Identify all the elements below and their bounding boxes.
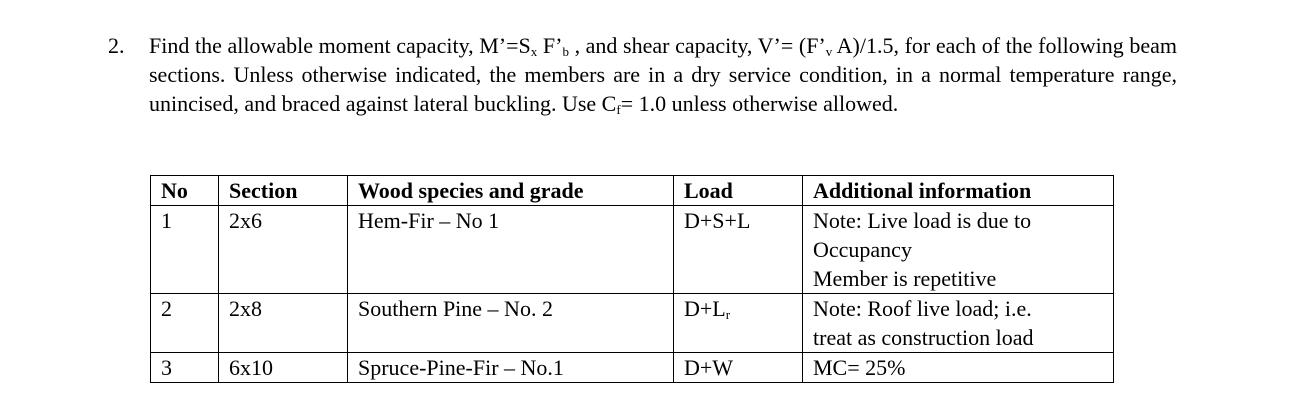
cell-load: [674, 294, 803, 353]
table-row: [151, 294, 1114, 353]
table-row: [151, 206, 1114, 294]
cell-species: Hem-Fir – No 1: [348, 206, 674, 294]
subscript-b: b: [562, 44, 569, 59]
info-line: Note: Live load is due to: [813, 208, 1032, 233]
info-line: Note: Roof live load; i.e.: [813, 296, 1032, 321]
problem-text-part-2: F’: [537, 33, 563, 58]
cell-info: [803, 353, 1114, 383]
problem-number: 2.: [108, 33, 125, 58]
load-subscript: r: [725, 307, 731, 322]
header-section: Section: [219, 176, 348, 206]
info-line: Member is repetitive: [813, 266, 997, 291]
subscript-v: v: [825, 44, 833, 59]
subscript-x: x: [530, 44, 538, 59]
cell-no: 1: [151, 206, 219, 294]
cell-section: 2x8: [219, 294, 348, 353]
cell-load: D+S+L: [674, 206, 803, 294]
problem-text-part-1: Find the allowable moment capacity, M’=S: [149, 33, 531, 58]
beam-sections-table: [150, 175, 1114, 383]
info-line: Occupancy: [813, 237, 912, 262]
cell-info: [803, 294, 1114, 353]
table-header-row: [151, 176, 1114, 206]
problem-text-part-4: A)/1.5, for each of the following beam sections. Unless otherwise indicated, the members are in a dry service condition, in a normal temperature range, unincised, and braced against lateral buckling. Use C: [149, 33, 1177, 116]
problem-text: [149, 31, 1177, 118]
cell-section: 2x6: [219, 206, 348, 294]
subscript-f: f: [616, 102, 621, 117]
problem-text-part-3: , and shear capacity, V’= (F’: [568, 33, 826, 58]
table-row: [151, 353, 1114, 383]
info-line: treat as construction load: [813, 325, 1034, 350]
header-no: No: [151, 176, 219, 206]
cell-no: 3: [151, 353, 219, 383]
problem-text-part-5: = 1.0 unless otherwise allowed.: [620, 91, 899, 116]
header-species: Wood species and grade: [348, 176, 674, 206]
cell-section: 6x10: [219, 353, 348, 383]
cell-info: [803, 206, 1114, 294]
header-info: Additional information: [803, 176, 1114, 206]
cell-species: Spruce-Pine-Fir – No.1: [348, 353, 674, 383]
load-main: D+L: [684, 296, 726, 321]
cell-load: D+W: [674, 353, 803, 383]
info-line: MC= 25%: [813, 355, 906, 380]
cell-no: 2: [151, 294, 219, 353]
cell-species: Southern Pine – No. 2: [348, 294, 674, 353]
header-load: Load: [674, 176, 803, 206]
